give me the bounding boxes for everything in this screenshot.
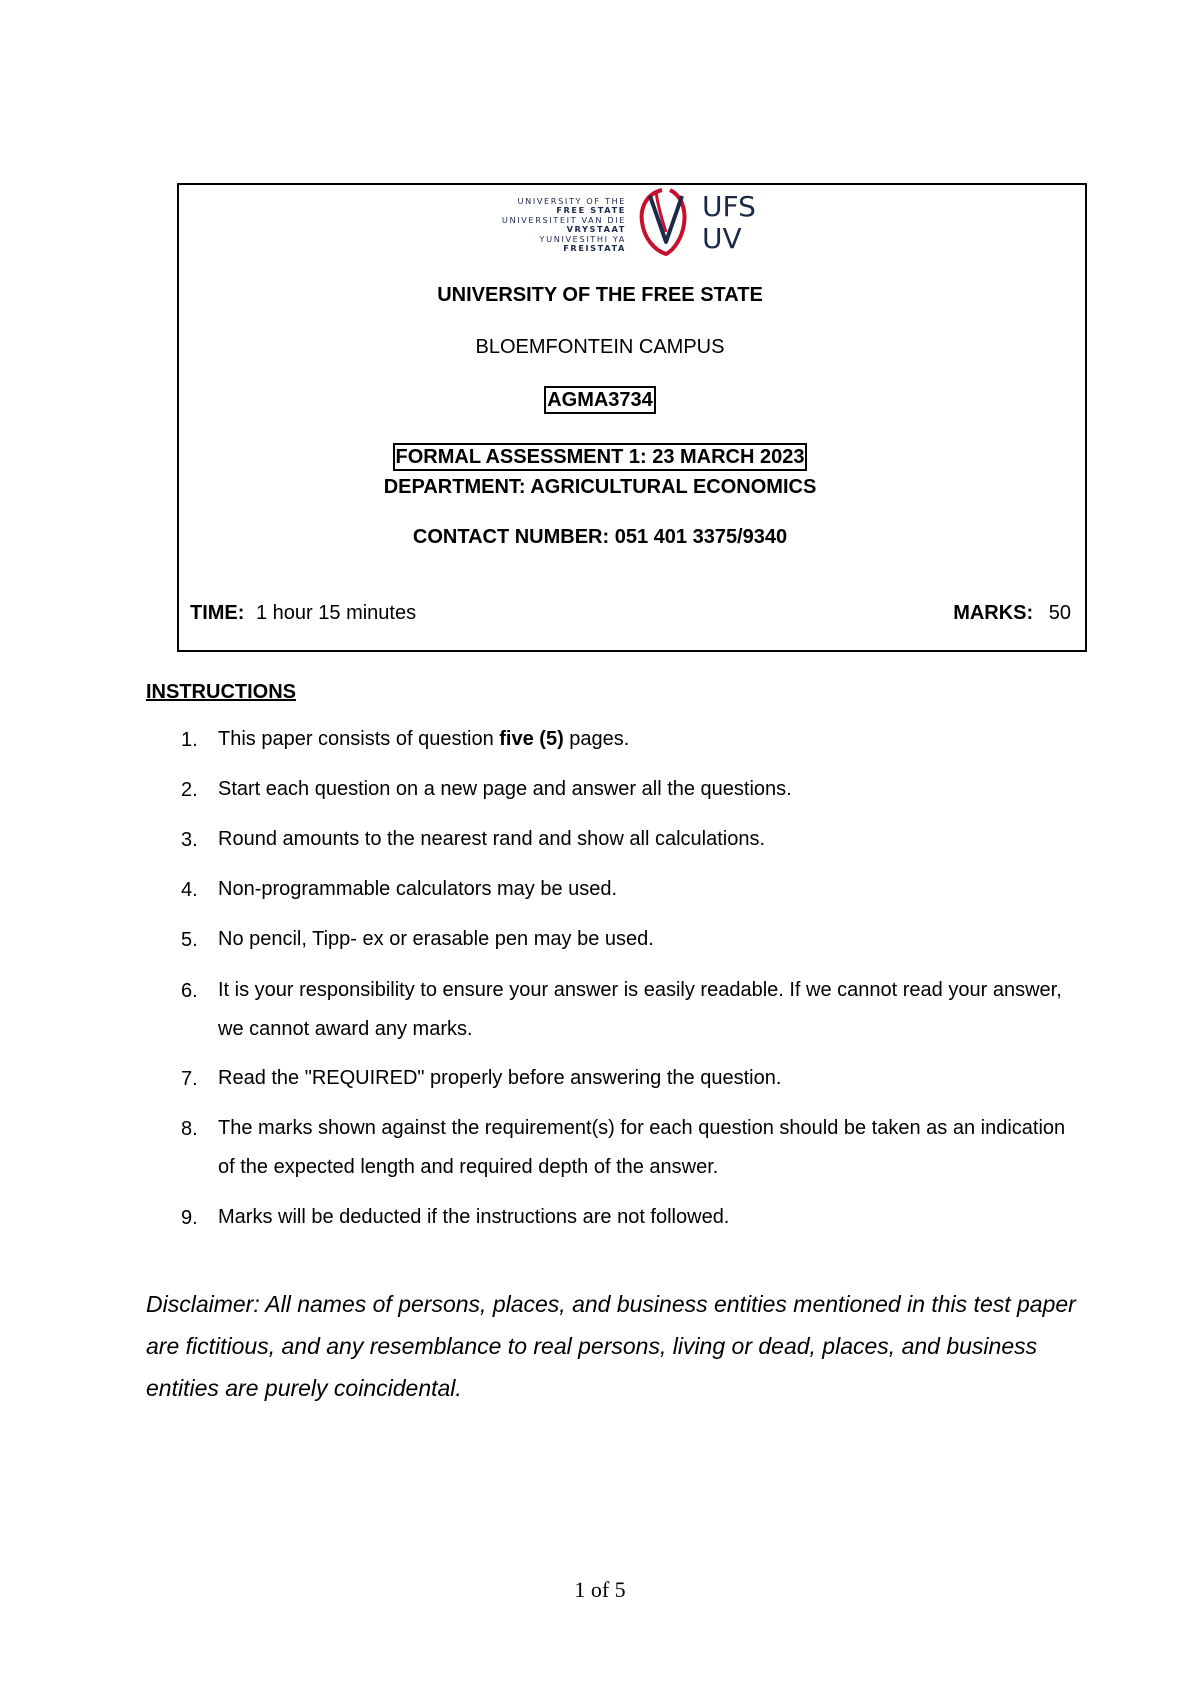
time-value: 1 hour 15 minutes — [256, 602, 417, 624]
ufs-crest-icon — [636, 186, 770, 258]
logo-line: YUNIVESITHI YA — [539, 233, 626, 244]
marks-value: 50 — [1048, 602, 1071, 624]
logo-line: UNIVERSITEIT VAN DIE — [501, 214, 626, 225]
instruction-number: 2. — [181, 779, 198, 801]
instruction-text: This paper consists of question — [218, 728, 500, 750]
instruction-item — [218, 720, 1068, 759]
instruction-item: Non-programmable calculators may be used. — [218, 878, 618, 900]
instruction-number: 6. — [181, 980, 198, 1002]
module-code-row — [0, 386, 1200, 414]
instruction-item: Read the "REQUIRED" properly before answering the question. — [218, 1067, 782, 1089]
marks-row — [953, 602, 1071, 625]
university-name: UNIVERSITY OF THE FREE STATE — [437, 284, 763, 306]
instruction-number: 8. — [181, 1118, 198, 1140]
logo-line: VRYSTAAT — [566, 224, 626, 235]
instruction-item: No pencil, Tipp- ex or erasable pen may be used. — [218, 928, 654, 950]
instruction-item: Round amounts to the nearest rand and show all calculations. — [218, 828, 766, 850]
disclaimer: Disclaimer: All names of persons, places, and business entities mentioned in this test paper are fictitious, and any resemblance to real persons, living or dead, places, and business entities are purely coincidental. — [146, 1291, 1076, 1401]
page-number: 1 of 5 — [574, 1577, 626, 1602]
instruction-number: 9. — [181, 1207, 198, 1229]
logo-mark-bottom: UV — [702, 222, 742, 255]
instruction-number: 5. — [181, 929, 198, 951]
instructions-heading: INSTRUCTIONS — [146, 681, 296, 703]
instruction-number: 3. — [181, 829, 198, 851]
university-logo — [488, 186, 770, 258]
logo-wordmark — [502, 197, 626, 253]
logo-line: FREISTATA — [563, 243, 626, 254]
time-label: TIME: — [190, 602, 245, 624]
logo-line: UNIVERSITY OF THE — [517, 196, 626, 206]
time-row — [190, 602, 416, 625]
logo-mark-top: UFS — [702, 190, 756, 223]
instruction-number: 1. — [181, 729, 198, 751]
module-code: AGMA3734 — [544, 386, 656, 414]
assessment-row — [0, 443, 1200, 471]
logo-line: FREE STATE — [556, 205, 626, 216]
instruction-text: pages. — [563, 728, 630, 750]
instruction-item: The marks shown against the requirement(s) for each question should be taken as an indication of the expected length and required depth of the answer. — [218, 1117, 1066, 1178]
instruction-emphasis: five (5) — [499, 728, 564, 750]
marks-label: MARKS: — [953, 602, 1034, 624]
instruction-item: Marks will be deducted if the instructions are not followed. — [218, 1206, 730, 1228]
assessment-title: FORMAL ASSESSMENT 1: 23 MARCH 2023 — [393, 443, 808, 471]
instruction-number: 7. — [181, 1068, 198, 1090]
instruction-item: Start each question on a new page and answer all the questions. — [218, 778, 792, 800]
contact-number: CONTACT NUMBER: 051 401 3375/9340 — [412, 526, 788, 548]
campus-name: BLOEMFONTEIN CAMPUS — [475, 336, 725, 358]
instruction-number: 4. — [181, 879, 198, 901]
department-name: DEPARTMENT: AGRICULTURAL ECONOMICS — [383, 476, 817, 498]
instruction-item: It is your responsibility to ensure your answer is easily readable. If we cannot read your answer, we cannot award any marks. — [218, 979, 1062, 1040]
